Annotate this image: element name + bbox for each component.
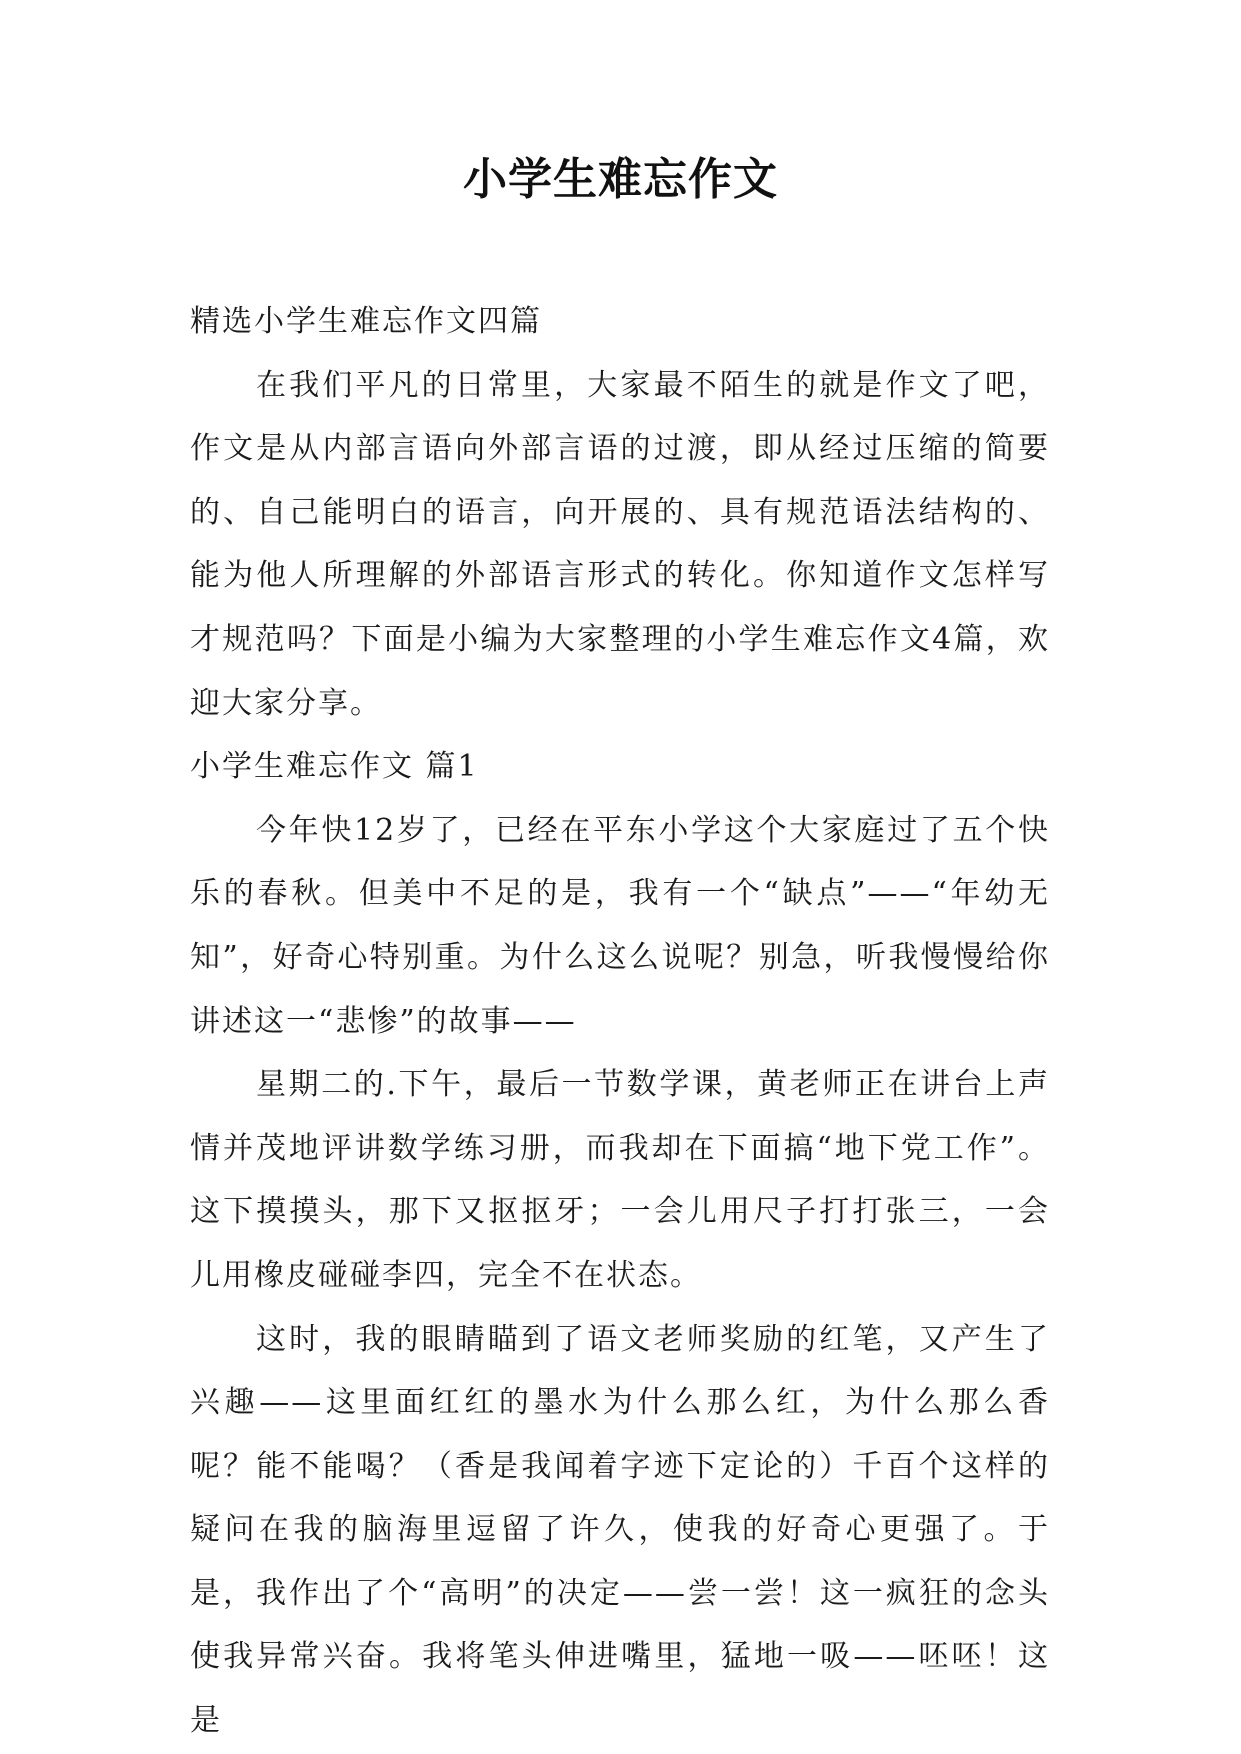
section-heading: 小学生难忘作文 篇1	[190, 749, 479, 785]
page-title: 小学生难忘作文	[463, 154, 778, 205]
body-paragraph-1: 今年快12岁了，已经在平东小学这个大家庭过了五个快乐的春秋。但美中不足的是，我有一个“缺点”——“年幼无知”，好奇心特别重。为什么这么说呢？别急，听我慢慢给你讲述这一“悲惨”的故事——	[190, 812, 1050, 1039]
body-paragraph-3: 这时，我的眼睛瞄到了语文老师奖励的红笔，又产生了兴趣——这里面红红的墨水为什么那么红，为什么那么香呢？能不能喝？（香是我闻着字迹下定论的）千百个这样的疑问在我的脑海里逗留了许久，使我的好奇心更强了。于是，我作出了个“高明”的决定——尝一尝！这一疯狂的念头使我异常兴奋。我将笔头伸进嘴里，猛地一吸——呸呸！这是	[190, 1321, 1050, 1739]
body-paragraph-2: 星期二的.下午，最后一节数学课，黄老师正在讲台上声情并茂地评讲数学练习册，而我却在下面搞“地下党工作”。这下摸摸头，那下又抠抠牙；一会儿用尺子打打张三，一会儿用橡皮碰碰李四，完全不在状态。	[190, 1067, 1050, 1293]
intro-paragraph: 在我们平凡的日常里，大家最不陌生的就是作文了吧，作文是从内部言语向外部言语的过渡，即从经过压缩的简要的、自己能明白的语言，向开展的、具有规范语法结构的、能为他人所理解的外部语言形式的转化。你知道作文怎样写才规范吗？下面是小编为大家整理的小学生难忘作文4篇，欢迎大家分享。	[190, 367, 1050, 721]
subtitle: 精选小学生难忘作文四篇	[190, 304, 542, 339]
document-body	[190, 290, 1050, 1753]
